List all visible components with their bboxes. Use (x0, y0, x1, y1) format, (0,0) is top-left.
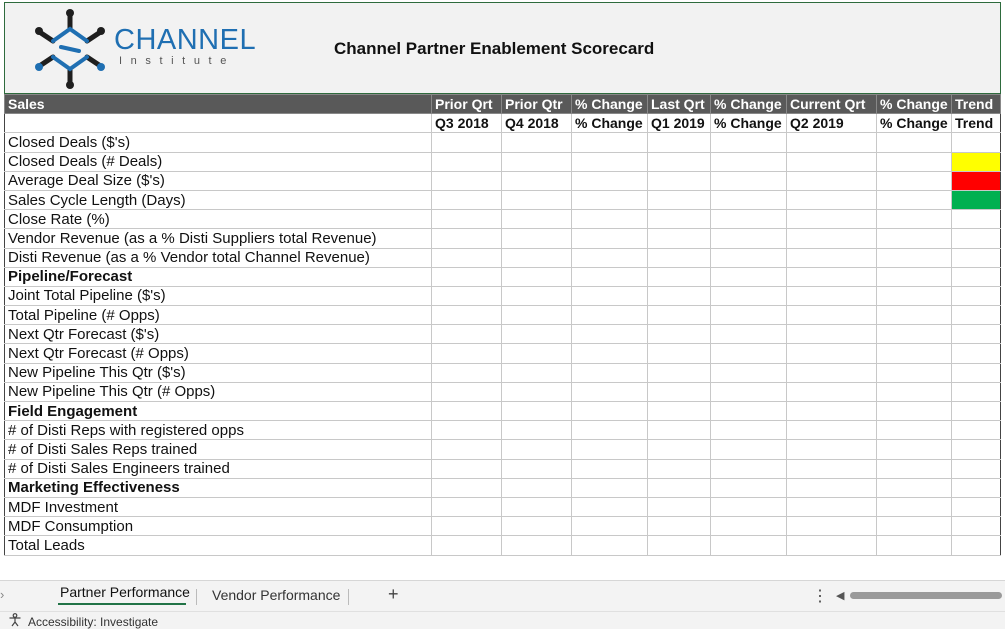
value-cell[interactable] (432, 382, 502, 401)
value-cell[interactable] (502, 478, 572, 497)
value-cell[interactable] (787, 152, 877, 171)
value-cell[interactable] (572, 171, 648, 190)
value-cell[interactable] (787, 248, 877, 267)
value-cell[interactable] (572, 286, 648, 305)
value-cell[interactable] (711, 497, 787, 516)
value-cell[interactable] (711, 440, 787, 459)
scorecard-grid[interactable] (4, 94, 1001, 556)
trend-cell[interactable] (952, 133, 1001, 152)
value-cell[interactable] (787, 190, 877, 209)
sheet-tab-bar (0, 580, 1005, 611)
value-cell[interactable] (502, 440, 572, 459)
value-cell[interactable] (572, 133, 648, 152)
value-cell[interactable] (502, 363, 572, 382)
value-cell[interactable] (648, 190, 711, 209)
chevron-left-icon[interactable]: › (0, 587, 5, 602)
trend-cell[interactable] (952, 267, 1001, 286)
column-subheader-row (5, 114, 1001, 133)
value-cell[interactable] (877, 497, 952, 516)
value-cell[interactable] (432, 344, 502, 363)
table-row (5, 286, 1001, 305)
metric-label[interactable]: Total Pipeline (# Opps) (5, 306, 432, 325)
value-cell[interactable] (877, 459, 952, 478)
value-cell[interactable] (711, 517, 787, 536)
value-cell[interactable] (648, 478, 711, 497)
value-cell[interactable] (648, 517, 711, 536)
value-cell[interactable] (432, 421, 502, 440)
value-cell[interactable] (648, 363, 711, 382)
value-cell[interactable] (432, 497, 502, 516)
column-subheader[interactable]: % Change (572, 114, 648, 133)
metric-label[interactable]: MDF Consumption (5, 517, 432, 536)
table-row (5, 459, 1001, 478)
table-row (5, 344, 1001, 363)
value-cell[interactable] (877, 267, 952, 286)
value-cell[interactable] (572, 190, 648, 209)
value-cell[interactable] (877, 190, 952, 209)
metric-label[interactable]: # of Disti Sales Reps trained (5, 440, 432, 459)
value-cell[interactable] (787, 517, 877, 536)
value-cell[interactable] (502, 459, 572, 478)
value-cell[interactable] (877, 133, 952, 152)
metric-label[interactable]: New Pipeline This Qtr (# Opps) (5, 382, 432, 401)
tab-vendor-performance[interactable]: Vendor Performance (212, 587, 341, 603)
trend-cell[interactable] (952, 210, 1001, 229)
value-cell[interactable] (432, 248, 502, 267)
trend-cell[interactable] (952, 152, 1001, 171)
value-cell[interactable] (648, 306, 711, 325)
metric-label[interactable]: Next Qtr Forecast (# Opps) (5, 344, 432, 363)
active-tab-indicator (58, 603, 186, 605)
value-cell[interactable] (572, 440, 648, 459)
metric-label[interactable]: # of Disti Reps with registered opps (5, 421, 432, 440)
trend-cell[interactable] (952, 382, 1001, 401)
table-row (5, 152, 1001, 171)
value-cell[interactable] (432, 459, 502, 478)
value-cell[interactable] (787, 440, 877, 459)
page-title: Channel Partner Enablement Scorecard (334, 39, 655, 58)
column-subheader[interactable]: Q3 2018 (432, 114, 502, 133)
accessibility-status[interactable]: Accessibility: Investigate (28, 615, 159, 629)
value-cell[interactable] (787, 382, 877, 401)
value-cell[interactable] (787, 229, 877, 248)
column-header[interactable]: Sales (5, 95, 432, 114)
value-cell[interactable] (648, 133, 711, 152)
channel-institute-logo-icon (31, 7, 109, 91)
value-cell[interactable] (711, 363, 787, 382)
metric-label[interactable]: MDF Investment (5, 497, 432, 516)
trend-cell[interactable] (952, 190, 1001, 209)
value-cell[interactable] (877, 517, 952, 536)
tab-divider (348, 589, 349, 605)
value-cell[interactable] (648, 248, 711, 267)
value-cell[interactable] (572, 306, 648, 325)
value-cell[interactable] (787, 133, 877, 152)
value-cell[interactable] (502, 229, 572, 248)
metric-label[interactable]: New Pipeline This Qtr ($'s) (5, 363, 432, 382)
value-cell[interactable] (877, 248, 952, 267)
value-cell[interactable] (787, 363, 877, 382)
trend-cell[interactable] (952, 536, 1001, 555)
value-cell[interactable] (432, 363, 502, 382)
more-options-icon[interactable]: ⋮ (812, 588, 828, 605)
value-cell[interactable] (711, 536, 787, 555)
value-cell[interactable] (711, 382, 787, 401)
value-cell[interactable] (432, 152, 502, 171)
table-row (5, 440, 1001, 459)
column-header-row (5, 95, 1001, 114)
table-row (5, 171, 1001, 190)
value-cell[interactable] (648, 171, 711, 190)
value-cell[interactable] (502, 344, 572, 363)
add-sheet-button[interactable]: + (388, 584, 399, 604)
table-row (5, 229, 1001, 248)
section-row (5, 478, 1001, 497)
metric-label[interactable]: Close Rate (%) (5, 210, 432, 229)
value-cell[interactable] (787, 267, 877, 286)
value-cell[interactable] (787, 478, 877, 497)
column-subheader[interactable]: Trend (952, 114, 1001, 133)
value-cell[interactable] (711, 133, 787, 152)
value-cell[interactable] (502, 536, 572, 555)
value-cell[interactable] (502, 171, 572, 190)
value-cell[interactable] (502, 248, 572, 267)
value-cell[interactable] (502, 152, 572, 171)
value-cell[interactable] (432, 267, 502, 286)
value-cell[interactable] (711, 344, 787, 363)
value-cell[interactable] (432, 440, 502, 459)
metric-label[interactable]: # of Disti Sales Engineers trained (5, 459, 432, 478)
value-cell[interactable] (787, 536, 877, 555)
value-cell[interactable] (787, 497, 877, 516)
table-row (5, 421, 1001, 440)
value-cell[interactable] (648, 382, 711, 401)
logo-wordmark: CHANNEL (114, 24, 257, 56)
value-cell[interactable] (432, 133, 502, 152)
column-subheader[interactable]: Q4 2018 (502, 114, 572, 133)
table-row (5, 210, 1001, 229)
value-cell[interactable] (877, 229, 952, 248)
value-cell[interactable] (711, 267, 787, 286)
value-cell[interactable] (877, 536, 952, 555)
value-cell[interactable] (787, 402, 877, 421)
value-cell[interactable] (572, 382, 648, 401)
logo-subtitle: Institute (119, 55, 235, 67)
column-header[interactable]: % Change (877, 95, 952, 114)
trend-cell[interactable] (952, 459, 1001, 478)
value-cell[interactable] (711, 478, 787, 497)
value-cell[interactable] (787, 171, 877, 190)
value-cell[interactable] (572, 536, 648, 555)
value-cell[interactable] (432, 536, 502, 555)
trend-cell[interactable] (952, 171, 1001, 190)
value-cell[interactable] (877, 402, 952, 421)
value-cell[interactable] (572, 248, 648, 267)
value-cell[interactable] (648, 402, 711, 421)
trend-cell[interactable] (952, 344, 1001, 363)
metric-label[interactable]: Closed Deals ($'s) (5, 133, 432, 152)
column-header[interactable]: Trend (952, 95, 1001, 114)
value-cell[interactable] (787, 210, 877, 229)
trend-cell[interactable] (952, 363, 1001, 382)
value-cell[interactable] (502, 267, 572, 286)
metric-label[interactable]: Total Leads (5, 536, 432, 555)
section-row (5, 402, 1001, 421)
metric-label[interactable]: Vendor Revenue (as a % Disti Suppliers total Revenue) (5, 229, 432, 248)
value-cell[interactable] (572, 478, 648, 497)
tab-partner-performance[interactable]: Partner Performance (60, 584, 190, 600)
column-subheader[interactable]: % Change (877, 114, 952, 133)
value-cell[interactable] (648, 440, 711, 459)
value-cell[interactable] (432, 190, 502, 209)
value-cell[interactable] (572, 402, 648, 421)
metric-label[interactable]: Average Deal Size ($'s) (5, 171, 432, 190)
column-header[interactable]: Last Qrt (648, 95, 711, 114)
value-cell[interactable] (648, 497, 711, 516)
value-cell[interactable] (877, 286, 952, 305)
value-cell[interactable] (711, 306, 787, 325)
value-cell[interactable] (711, 171, 787, 190)
value-cell[interactable] (711, 248, 787, 267)
value-cell[interactable] (877, 440, 952, 459)
section-heading[interactable]: Marketing Effectiveness (5, 478, 432, 497)
value-cell[interactable] (711, 210, 787, 229)
status-bar (0, 611, 1005, 629)
value-cell[interactable] (432, 210, 502, 229)
value-cell[interactable] (877, 306, 952, 325)
value-cell[interactable] (572, 152, 648, 171)
value-cell[interactable] (877, 382, 952, 401)
value-cell[interactable] (572, 267, 648, 286)
value-cell[interactable] (572, 229, 648, 248)
value-cell[interactable] (502, 382, 572, 401)
value-cell[interactable] (572, 210, 648, 229)
table-row (5, 363, 1001, 382)
value-cell[interactable] (648, 325, 711, 344)
value-cell[interactable] (648, 286, 711, 305)
value-cell[interactable] (711, 286, 787, 305)
section-heading[interactable]: Pipeline/Forecast (5, 267, 432, 286)
value-cell[interactable] (432, 306, 502, 325)
trend-cell[interactable] (952, 440, 1001, 459)
value-cell[interactable] (502, 497, 572, 516)
metric-label[interactable]: Joint Total Pipeline ($'s) (5, 286, 432, 305)
table-row (5, 133, 1001, 152)
value-cell[interactable] (648, 536, 711, 555)
value-cell[interactable] (787, 286, 877, 305)
value-cell[interactable] (432, 517, 502, 536)
value-cell[interactable] (572, 363, 648, 382)
value-cell[interactable] (572, 497, 648, 516)
value-cell[interactable] (877, 363, 952, 382)
value-cell[interactable] (502, 421, 572, 440)
value-cell[interactable] (648, 267, 711, 286)
table-row (5, 325, 1001, 344)
table-row (5, 536, 1001, 555)
value-cell[interactable] (502, 517, 572, 536)
trend-cell[interactable] (952, 248, 1001, 267)
value-cell[interactable] (502, 133, 572, 152)
column-header[interactable]: Current Qrt (787, 95, 877, 114)
value-cell[interactable] (711, 421, 787, 440)
accessibility-icon[interactable] (8, 613, 22, 627)
column-header[interactable]: % Change (572, 95, 648, 114)
value-cell[interactable] (432, 402, 502, 421)
value-cell[interactable] (572, 344, 648, 363)
table-row (5, 248, 1001, 267)
table-row (5, 190, 1001, 209)
value-cell[interactable] (432, 229, 502, 248)
value-cell[interactable] (877, 152, 952, 171)
trend-cell[interactable] (952, 286, 1001, 305)
metric-label[interactable]: Sales Cycle Length (Days) (5, 190, 432, 209)
trend-cell[interactable] (952, 478, 1001, 497)
trend-cell[interactable] (952, 497, 1001, 516)
trend-cell[interactable] (952, 306, 1001, 325)
value-cell[interactable] (502, 325, 572, 344)
value-cell[interactable] (648, 421, 711, 440)
trend-cell[interactable] (952, 517, 1001, 536)
trend-cell[interactable] (952, 325, 1001, 344)
value-cell[interactable] (711, 229, 787, 248)
value-cell[interactable] (502, 210, 572, 229)
column-header[interactable]: Prior Qtr (502, 95, 572, 114)
value-cell[interactable] (432, 286, 502, 305)
value-cell[interactable] (502, 190, 572, 209)
value-cell[interactable] (648, 152, 711, 171)
value-cell[interactable] (711, 402, 787, 421)
column-header[interactable]: % Change (711, 95, 787, 114)
value-cell[interactable] (648, 459, 711, 478)
value-cell[interactable] (711, 459, 787, 478)
value-cell[interactable] (572, 517, 648, 536)
section-heading[interactable]: Field Engagement (5, 402, 432, 421)
value-cell[interactable] (877, 325, 952, 344)
value-cell[interactable] (877, 171, 952, 190)
value-cell[interactable] (432, 171, 502, 190)
section-row (5, 267, 1001, 286)
value-cell[interactable] (711, 152, 787, 171)
value-cell[interactable] (502, 402, 572, 421)
value-cell[interactable] (711, 325, 787, 344)
horizontal-scrollbar[interactable] (850, 592, 1002, 599)
value-cell[interactable] (877, 421, 952, 440)
value-cell[interactable] (877, 210, 952, 229)
value-cell[interactable] (877, 344, 952, 363)
trend-cell[interactable] (952, 229, 1001, 248)
table-row (5, 306, 1001, 325)
value-cell[interactable] (877, 478, 952, 497)
scroll-left-icon[interactable]: ◀ (836, 590, 845, 602)
value-cell[interactable] (432, 478, 502, 497)
metric-label[interactable]: Closed Deals (# Deals) (5, 152, 432, 171)
metric-label[interactable]: Next Qtr Forecast ($'s) (5, 325, 432, 344)
value-cell[interactable] (787, 344, 877, 363)
value-cell[interactable] (502, 286, 572, 305)
value-cell[interactable] (648, 229, 711, 248)
value-cell[interactable] (787, 421, 877, 440)
value-cell[interactable] (711, 190, 787, 209)
tab-divider (196, 589, 197, 605)
column-subheader[interactable]: Q2 2019 (787, 114, 877, 133)
metric-label[interactable]: Disti Revenue (as a % Vendor total Channel Revenue) (5, 248, 432, 267)
value-cell[interactable] (787, 306, 877, 325)
value-cell[interactable] (572, 421, 648, 440)
trend-cell[interactable] (952, 421, 1001, 440)
value-cell[interactable] (572, 325, 648, 344)
header-banner (4, 2, 1001, 94)
column-header[interactable]: Prior Qrt (432, 95, 502, 114)
value-cell[interactable] (787, 325, 877, 344)
value-cell[interactable] (432, 325, 502, 344)
value-cell[interactable] (502, 306, 572, 325)
value-cell[interactable] (648, 344, 711, 363)
column-subheader[interactable] (5, 114, 432, 133)
table-row (5, 497, 1001, 516)
table-row (5, 382, 1001, 401)
value-cell[interactable] (787, 459, 877, 478)
table-row (5, 517, 1001, 536)
value-cell[interactable] (572, 459, 648, 478)
value-cell[interactable] (648, 210, 711, 229)
column-subheader[interactable]: % Change (711, 114, 787, 133)
trend-cell[interactable] (952, 402, 1001, 421)
column-subheader[interactable]: Q1 2019 (648, 114, 711, 133)
